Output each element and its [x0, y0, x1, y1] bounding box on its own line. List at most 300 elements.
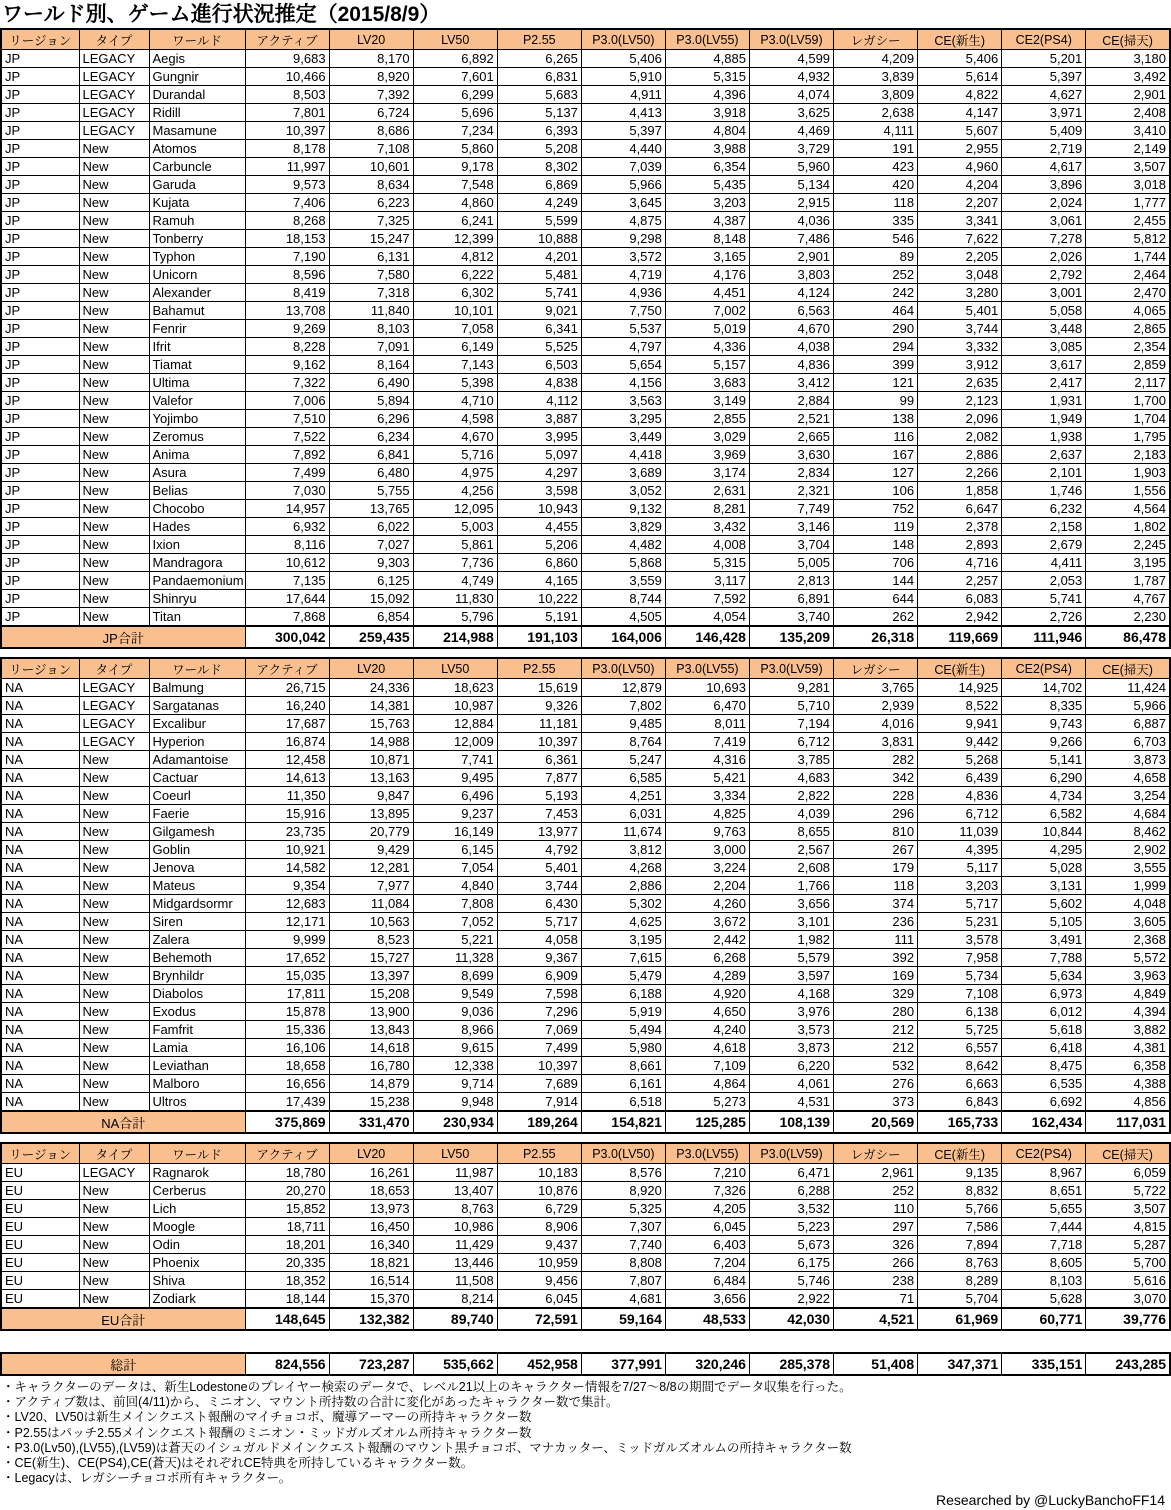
- type-cell: New: [79, 482, 149, 500]
- value-cell: 7,039: [581, 158, 665, 176]
- value-cell: 4,124: [749, 284, 833, 302]
- table-row: [1, 1182, 1170, 1200]
- value-cell: 5,607: [918, 122, 1002, 140]
- value-cell: 294: [834, 338, 918, 356]
- grand-total-value: 285,378: [749, 1353, 833, 1375]
- column-header-row: [1, 658, 1170, 679]
- type-cell: LEGACY: [79, 50, 149, 68]
- value-cell: 3,882: [1086, 1021, 1170, 1039]
- world-cell: Exodus: [149, 1003, 245, 1021]
- value-cell: 5,616: [1086, 1272, 1170, 1290]
- column-header: CE2(PS4): [1002, 658, 1086, 679]
- world-cell: Ragnarok: [149, 1164, 245, 1182]
- value-cell: 8,920: [329, 68, 413, 86]
- value-cell: 89: [834, 248, 918, 266]
- spacer: [0, 1331, 1171, 1339]
- world-cell: Typhon: [149, 248, 245, 266]
- value-cell: 18,201: [245, 1236, 329, 1254]
- value-cell: 7,892: [245, 446, 329, 464]
- value-cell: 6,692: [1002, 1093, 1086, 1112]
- value-cell: 4,815: [1086, 1218, 1170, 1236]
- column-header: ワールド: [149, 29, 245, 50]
- value-cell: 4,860: [413, 194, 497, 212]
- value-cell: 8,605: [1002, 1254, 1086, 1272]
- value-cell: 1,704: [1086, 410, 1170, 428]
- region-cell: NA: [1, 715, 79, 733]
- value-cell: 16,874: [245, 733, 329, 751]
- value-cell: 15,247: [329, 230, 413, 248]
- region-cell: JP: [1, 518, 79, 536]
- value-cell: 3,491: [1002, 931, 1086, 949]
- value-cell: 5,766: [918, 1200, 1002, 1218]
- value-cell: 1,938: [1002, 428, 1086, 446]
- world-cell: Pandaemonium: [149, 572, 245, 590]
- value-cell: 3,887: [497, 410, 581, 428]
- world-cell: Zodiark: [149, 1290, 245, 1309]
- value-cell: 12,009: [413, 733, 497, 751]
- value-cell: 10,101: [413, 302, 497, 320]
- value-cell: 3,203: [918, 877, 1002, 895]
- value-cell: 335: [834, 212, 918, 230]
- value-cell: 3,195: [1086, 554, 1170, 572]
- value-cell: 4,564: [1086, 500, 1170, 518]
- value-cell: 8,419: [245, 284, 329, 302]
- value-cell: 138: [834, 410, 918, 428]
- value-cell: 7,406: [245, 194, 329, 212]
- type-cell: New: [79, 1290, 149, 1309]
- type-cell: LEGACY: [79, 68, 149, 86]
- value-cell: 4,268: [581, 859, 665, 877]
- table-row: [1, 1200, 1170, 1218]
- table-row: [1, 284, 1170, 302]
- value-cell: 3,785: [749, 751, 833, 769]
- region-cell: JP: [1, 86, 79, 104]
- value-cell: 2,726: [1002, 608, 1086, 627]
- world-cell: Mateus: [149, 877, 245, 895]
- value-cell: 3,812: [581, 841, 665, 859]
- type-cell: New: [79, 949, 149, 967]
- value-cell: 4,627: [1002, 86, 1086, 104]
- value-cell: 26,715: [245, 679, 329, 697]
- value-cell: 3,117: [665, 572, 749, 590]
- table-row: [1, 1057, 1170, 1075]
- region-tables-container: [0, 28, 1171, 1339]
- column-header: アクティブ: [245, 1143, 329, 1164]
- value-cell: 24,336: [329, 679, 413, 697]
- section-total-value: 375,869: [245, 1111, 329, 1133]
- value-cell: 6,724: [329, 104, 413, 122]
- value-cell: 9,326: [497, 697, 581, 715]
- section-total-value: 39,776: [1086, 1308, 1170, 1330]
- world-cell: Masamune: [149, 122, 245, 140]
- value-cell: 167: [834, 446, 918, 464]
- value-cell: 9,429: [329, 841, 413, 859]
- value-cell: 4,038: [749, 338, 833, 356]
- value-cell: 3,332: [918, 338, 1002, 356]
- region-cell: NA: [1, 859, 79, 877]
- value-cell: 262: [834, 608, 918, 627]
- region-cell: JP: [1, 104, 79, 122]
- value-cell: 7,914: [497, 1093, 581, 1112]
- value-cell: 3,656: [665, 1290, 749, 1309]
- value-cell: 191: [834, 140, 918, 158]
- value-cell: 11,508: [413, 1272, 497, 1290]
- value-cell: 10,397: [245, 122, 329, 140]
- value-cell: 6,932: [245, 518, 329, 536]
- value-cell: 5,397: [581, 122, 665, 140]
- value-cell: 2,183: [1086, 446, 1170, 464]
- grand-total-container: [0, 1352, 1171, 1376]
- value-cell: 5,746: [749, 1272, 833, 1290]
- table-row: [1, 446, 1170, 464]
- value-cell: 8,686: [329, 122, 413, 140]
- value-cell: 20,335: [245, 1254, 329, 1272]
- region-cell: NA: [1, 1039, 79, 1057]
- value-cell: 2,901: [1086, 86, 1170, 104]
- value-cell: 706: [834, 554, 918, 572]
- value-cell: 5,315: [665, 68, 749, 86]
- region-cell: EU: [1, 1272, 79, 1290]
- value-cell: 4,469: [749, 122, 833, 140]
- value-cell: 4,840: [413, 877, 497, 895]
- value-cell: 3,598: [497, 482, 581, 500]
- value-cell: 2,834: [749, 464, 833, 482]
- value-cell: 17,644: [245, 590, 329, 608]
- value-cell: 6,703: [1086, 733, 1170, 751]
- value-cell: 8,103: [329, 320, 413, 338]
- type-cell: New: [79, 320, 149, 338]
- value-cell: 2,893: [918, 536, 1002, 554]
- table-row: [1, 697, 1170, 715]
- value-cell: 9,269: [245, 320, 329, 338]
- table-row: [1, 554, 1170, 572]
- value-cell: 15,878: [245, 1003, 329, 1021]
- region-cell: NA: [1, 985, 79, 1003]
- value-cell: 6,161: [581, 1075, 665, 1093]
- value-cell: 6,145: [413, 841, 497, 859]
- table-row: [1, 608, 1170, 627]
- table-row: [1, 68, 1170, 86]
- value-cell: 5,325: [581, 1200, 665, 1218]
- column-header: レガシー: [834, 1143, 918, 1164]
- region-cell: NA: [1, 1021, 79, 1039]
- value-cell: 16,240: [245, 697, 329, 715]
- value-cell: 6,234: [329, 428, 413, 446]
- value-cell: 7,499: [245, 464, 329, 482]
- section-total-value: 119,669: [918, 626, 1002, 648]
- table-row: [1, 733, 1170, 751]
- value-cell: 3,507: [1086, 1200, 1170, 1218]
- value-cell: 2,637: [1002, 446, 1086, 464]
- value-cell: 1,982: [749, 931, 833, 949]
- type-cell: LEGACY: [79, 715, 149, 733]
- region-cell: NA: [1, 1057, 79, 1075]
- value-cell: 8,764: [581, 733, 665, 751]
- value-cell: 3,605: [1086, 913, 1170, 931]
- value-cell: 18,821: [329, 1254, 413, 1272]
- value-cell: 3,988: [665, 140, 749, 158]
- section-total-value: 60,771: [1002, 1308, 1086, 1330]
- type-cell: New: [79, 967, 149, 985]
- value-cell: 2,470: [1086, 284, 1170, 302]
- value-cell: 2,822: [749, 787, 833, 805]
- type-cell: New: [79, 158, 149, 176]
- type-cell: New: [79, 877, 149, 895]
- value-cell: 4,812: [413, 248, 497, 266]
- value-cell: 7,622: [918, 230, 1002, 248]
- value-cell: 2,266: [918, 464, 1002, 482]
- value-cell: 18,352: [245, 1272, 329, 1290]
- value-cell: 4,749: [413, 572, 497, 590]
- region-cell: EU: [1, 1182, 79, 1200]
- world-cell: Yojimbo: [149, 410, 245, 428]
- value-cell: 5,105: [1002, 913, 1086, 931]
- section-total-value: 331,470: [329, 1111, 413, 1133]
- value-cell: 8,744: [581, 590, 665, 608]
- value-cell: 9,354: [245, 877, 329, 895]
- world-cell: Durandal: [149, 86, 245, 104]
- value-cell: 6,470: [665, 697, 749, 715]
- section-total-value: 154,821: [581, 1111, 665, 1133]
- value-cell: 169: [834, 967, 918, 985]
- type-cell: New: [79, 266, 149, 284]
- value-cell: 13,446: [413, 1254, 497, 1272]
- region-cell: NA: [1, 1075, 79, 1093]
- value-cell: 14,702: [1002, 679, 1086, 697]
- value-cell: 329: [834, 985, 918, 1003]
- value-cell: 236: [834, 913, 918, 931]
- value-cell: 3,174: [665, 464, 749, 482]
- region-cell: NA: [1, 1093, 79, 1112]
- value-cell: 9,763: [665, 823, 749, 841]
- table-row: [1, 841, 1170, 859]
- value-cell: 3,597: [749, 967, 833, 985]
- value-cell: 15,852: [245, 1200, 329, 1218]
- value-cell: 5,268: [918, 751, 1002, 769]
- value-cell: 5,725: [918, 1021, 1002, 1039]
- value-cell: 4,455: [497, 518, 581, 536]
- value-cell: 13,895: [329, 805, 413, 823]
- section-total-value: 148,645: [245, 1308, 329, 1330]
- value-cell: 7,877: [497, 769, 581, 787]
- region-cell: JP: [1, 446, 79, 464]
- region-cell: JP: [1, 338, 79, 356]
- table-row: [1, 1039, 1170, 1057]
- section-total-value: 86,478: [1086, 626, 1170, 648]
- type-cell: LEGACY: [79, 1164, 149, 1182]
- value-cell: 9,683: [245, 50, 329, 68]
- value-cell: 6,557: [918, 1039, 1002, 1057]
- value-cell: 4,418: [581, 446, 665, 464]
- table-row: [1, 572, 1170, 590]
- value-cell: 6,341: [497, 320, 581, 338]
- value-cell: 16,514: [329, 1272, 413, 1290]
- value-cell: 9,485: [581, 715, 665, 733]
- type-cell: LEGACY: [79, 86, 149, 104]
- value-cell: 7,108: [329, 140, 413, 158]
- world-cell: Cactuar: [149, 769, 245, 787]
- value-cell: 5,525: [497, 338, 581, 356]
- value-cell: 9,132: [581, 500, 665, 518]
- value-cell: 5,481: [497, 266, 581, 284]
- world-cell: Chocobo: [149, 500, 245, 518]
- type-cell: New: [79, 859, 149, 877]
- world-cell: Unicorn: [149, 266, 245, 284]
- value-cell: 3,146: [749, 518, 833, 536]
- value-cell: 9,021: [497, 302, 581, 320]
- value-cell: 18,144: [245, 1290, 329, 1309]
- value-cell: 296: [834, 805, 918, 823]
- value-cell: 8,164: [329, 356, 413, 374]
- value-cell: 5,479: [581, 967, 665, 985]
- region-cell: JP: [1, 212, 79, 230]
- value-cell: 3,563: [581, 392, 665, 410]
- value-cell: 6,563: [749, 302, 833, 320]
- value-cell: 7,548: [413, 176, 497, 194]
- value-cell: 9,847: [329, 787, 413, 805]
- value-cell: 5,628: [1002, 1290, 1086, 1309]
- region-cell: JP: [1, 374, 79, 392]
- value-cell: 2,096: [918, 410, 1002, 428]
- value-cell: 6,484: [665, 1272, 749, 1290]
- value-cell: 118: [834, 877, 918, 895]
- value-cell: 8,966: [413, 1021, 497, 1039]
- world-cell: Ifrit: [149, 338, 245, 356]
- type-cell: New: [79, 823, 149, 841]
- value-cell: 2,859: [1086, 356, 1170, 374]
- value-cell: 9,281: [749, 679, 833, 697]
- value-cell: 6,223: [329, 194, 413, 212]
- value-cell: 10,693: [665, 679, 749, 697]
- value-cell: 10,612: [245, 554, 329, 572]
- value-cell: 16,106: [245, 1039, 329, 1057]
- value-cell: 5,572: [1086, 949, 1170, 967]
- value-cell: 116: [834, 428, 918, 446]
- value-cell: 3,195: [581, 931, 665, 949]
- value-cell: 5,812: [1086, 230, 1170, 248]
- value-cell: 4,849: [1086, 985, 1170, 1003]
- value-cell: 5,494: [581, 1021, 665, 1039]
- value-cell: 6,490: [329, 374, 413, 392]
- section-total-value: 61,969: [918, 1308, 1002, 1330]
- value-cell: 9,036: [413, 1003, 497, 1021]
- value-cell: 3,672: [665, 913, 749, 931]
- value-cell: 5,206: [497, 536, 581, 554]
- value-cell: 5,028: [1002, 859, 1086, 877]
- column-header: P3.0(LV55): [665, 1143, 749, 1164]
- column-header: LV20: [329, 658, 413, 679]
- region-cell: JP: [1, 590, 79, 608]
- value-cell: 6,582: [1002, 805, 1086, 823]
- value-cell: 14,925: [918, 679, 1002, 697]
- value-cell: 8,214: [413, 1290, 497, 1309]
- value-cell: 7,204: [665, 1254, 749, 1272]
- value-cell: 1,931: [1002, 392, 1086, 410]
- type-cell: New: [79, 338, 149, 356]
- section-total-value: 117,031: [1086, 1111, 1170, 1133]
- world-cell: Behemoth: [149, 949, 245, 967]
- value-cell: 4,797: [581, 338, 665, 356]
- value-cell: 4,825: [665, 805, 749, 823]
- value-cell: 14,613: [245, 769, 329, 787]
- value-cell: 3,995: [497, 428, 581, 446]
- value-cell: 12,879: [581, 679, 665, 697]
- column-header: ワールド: [149, 658, 245, 679]
- value-cell: 9,303: [329, 554, 413, 572]
- value-cell: 2,205: [918, 248, 1002, 266]
- value-cell: 4,260: [665, 895, 749, 913]
- table-row: [1, 374, 1170, 392]
- value-cell: 4,618: [665, 1039, 749, 1057]
- value-cell: 13,163: [329, 769, 413, 787]
- type-cell: New: [79, 212, 149, 230]
- value-cell: 9,615: [413, 1039, 497, 1057]
- value-cell: 13,765: [329, 500, 413, 518]
- section-total-label-row: [1, 1111, 1170, 1133]
- value-cell: 5,019: [665, 320, 749, 338]
- type-cell: New: [79, 1039, 149, 1057]
- value-cell: 4,451: [665, 284, 749, 302]
- value-cell: 8,503: [245, 86, 329, 104]
- value-cell: 7,894: [918, 1236, 1002, 1254]
- table-row: [1, 1075, 1170, 1093]
- value-cell: 18,780: [245, 1164, 329, 1182]
- value-cell: 4,061: [749, 1075, 833, 1093]
- spacer: [0, 1339, 1171, 1352]
- value-cell: 8,170: [329, 50, 413, 68]
- value-cell: 2,902: [1086, 841, 1170, 859]
- value-cell: 2,961: [834, 1164, 918, 1182]
- column-header: P2.55: [497, 658, 581, 679]
- value-cell: 15,370: [329, 1290, 413, 1309]
- value-cell: 3,704: [749, 536, 833, 554]
- value-cell: 7,868: [245, 608, 329, 627]
- spacer: [0, 1134, 1171, 1142]
- value-cell: 4,209: [834, 50, 918, 68]
- value-cell: 16,450: [329, 1218, 413, 1236]
- table-row: [1, 266, 1170, 284]
- value-cell: 4,074: [749, 86, 833, 104]
- value-cell: 6,854: [329, 608, 413, 627]
- value-cell: 3,873: [1086, 751, 1170, 769]
- value-cell: 6,299: [413, 86, 497, 104]
- region-table-na: [0, 657, 1171, 1134]
- value-cell: 4,936: [581, 284, 665, 302]
- value-cell: 4,767: [1086, 590, 1170, 608]
- value-cell: 5,537: [581, 320, 665, 338]
- value-cell: 14,582: [245, 859, 329, 877]
- value-cell: 5,654: [581, 356, 665, 374]
- table-row: [1, 715, 1170, 733]
- table-row: [1, 877, 1170, 895]
- value-cell: 7,499: [497, 1039, 581, 1057]
- column-header: リージョン: [1, 658, 79, 679]
- value-cell: 5,655: [1002, 1200, 1086, 1218]
- value-cell: 5,755: [329, 482, 413, 500]
- footnote-line: ・アクティブ数は、前回(4/11)から、ミニオン、マウント所持数の合計に変化があったキャラクター数で集計。: [2, 1395, 619, 1410]
- table-row: [1, 1164, 1170, 1182]
- world-cell: Midgardsormr: [149, 895, 245, 913]
- table-row: [1, 50, 1170, 68]
- value-cell: 266: [834, 1254, 918, 1272]
- value-cell: 6,288: [749, 1182, 833, 1200]
- value-cell: 5,919: [581, 1003, 665, 1021]
- value-cell: 12,171: [245, 913, 329, 931]
- table-row: [1, 194, 1170, 212]
- value-cell: 14,988: [329, 733, 413, 751]
- value-cell: 3,254: [1086, 787, 1170, 805]
- value-cell: 238: [834, 1272, 918, 1290]
